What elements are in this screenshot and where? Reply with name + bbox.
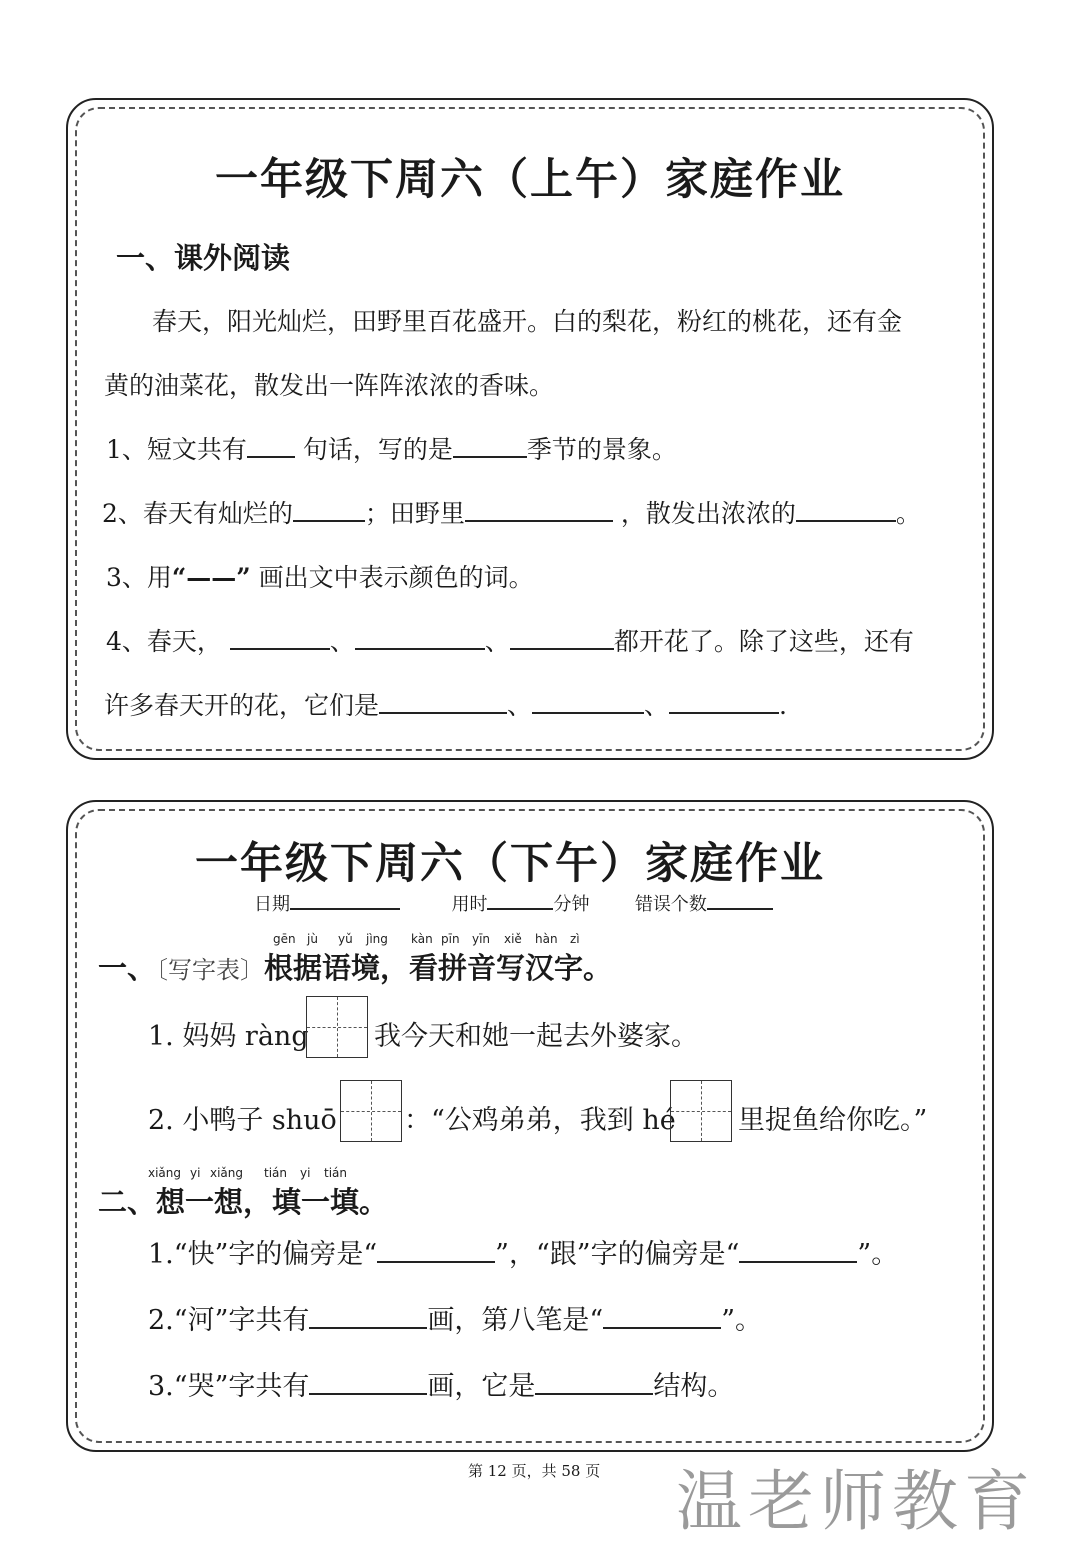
- question-4b-text-a: 许多春天开的花，它们是: [104, 691, 380, 720]
- section-heading-reading: 一、课外阅读: [116, 241, 291, 275]
- fill-question-1: [148, 1232, 898, 1271]
- page-number: 第 12 页，共 58 页: [468, 1462, 601, 1480]
- answer-blank[interactable]: [230, 624, 330, 650]
- pinyin: xiǎng: [148, 1166, 182, 1180]
- question-4-text-b: 都开花了。除了这些，还有: [613, 627, 914, 656]
- pinyin: jù: [307, 932, 318, 946]
- fill-question-2: [148, 1298, 762, 1337]
- pinyin: yi: [300, 1166, 311, 1180]
- fill-3-text-a: 3.“哭”字共有: [148, 1371, 310, 1402]
- pinyin: yīn: [472, 932, 491, 946]
- time-label: 用时: [451, 894, 488, 915]
- pinyin: tián: [324, 1166, 347, 1180]
- answer-blank[interactable]: [603, 1303, 721, 1329]
- answer-blank[interactable]: [669, 688, 779, 714]
- word-list-tag: 〔写字表〕: [156, 956, 265, 984]
- answer-blank[interactable]: [309, 1303, 427, 1329]
- minutes-label: 分钟: [553, 894, 590, 915]
- pinyin: hàn: [535, 932, 558, 946]
- page-title-afternoon: 一年级下周六（下午）家庭作业: [195, 839, 825, 889]
- question-1-text-c: 季节的景象。: [526, 435, 677, 464]
- separator: 、: [644, 691, 670, 720]
- pinyin-item-2-prefix: 2. 小鸭子 shuō: [148, 1105, 337, 1136]
- answer-blank[interactable]: [377, 1237, 495, 1263]
- question-2-text-c: ，散发出浓浓的: [620, 499, 796, 528]
- question-3: [106, 558, 534, 594]
- pinyin-item-1-suffix: 我今天和她一起去外婆家。: [374, 1021, 698, 1052]
- date-label: 日期: [254, 894, 290, 915]
- question-3-text-a: 3、用: [106, 563, 172, 592]
- separator: 、: [507, 691, 533, 720]
- separator: 、: [484, 627, 510, 656]
- question-1: [106, 430, 677, 466]
- question-3-text-c: 画出文中表示颜色的词。: [258, 563, 534, 592]
- fill-3-text-c: 结构。: [653, 1371, 735, 1402]
- date-field[interactable]: [290, 890, 400, 910]
- pinyin: pīn: [441, 932, 460, 946]
- pinyin: jìng: [366, 932, 388, 946]
- fill-2-text-a: 2.“河”字共有: [148, 1305, 310, 1336]
- fill-2-text-c: ”。: [721, 1305, 762, 1336]
- answer-blank[interactable]: [379, 688, 507, 714]
- question-1-text-a: 1、短文共有: [106, 435, 247, 464]
- pinyin: kàn: [411, 932, 433, 946]
- pinyin: tián: [264, 1166, 287, 1180]
- underline-symbol: “——”: [171, 563, 251, 592]
- pinyin: zì: [570, 932, 580, 946]
- pinyin-item-2-suffix: 里捉鱼给你吃。”: [738, 1105, 928, 1136]
- question-2: [102, 494, 921, 530]
- pinyin: yǔ: [338, 932, 353, 946]
- pinyin: xiě: [504, 932, 522, 946]
- section-heading-fill: 二、想一想，填一填。: [98, 1185, 389, 1219]
- fill-2-text-b: 画，第八笔是“: [427, 1305, 604, 1336]
- question-1-text-b: 句话，写的是: [302, 435, 453, 464]
- writing-grid[interactable]: [670, 1080, 732, 1142]
- answer-blank[interactable]: [293, 496, 365, 522]
- fill-question-3: [148, 1364, 734, 1403]
- fill-1-text-c: ”。: [857, 1239, 899, 1270]
- time-field[interactable]: [487, 890, 553, 910]
- writing-grid[interactable]: [306, 996, 368, 1058]
- passage-line-2: 黄的油菜花，散发出一阵阵浓浓的香味。: [104, 371, 555, 400]
- period: .: [779, 691, 787, 720]
- watermark-text: 温老师教育: [676, 1463, 1036, 1540]
- question-2-text-a: 2、春天有灿烂的: [102, 499, 293, 528]
- answer-blank[interactable]: [309, 1369, 427, 1395]
- answer-blank[interactable]: [739, 1237, 857, 1263]
- answer-blank[interactable]: [355, 624, 485, 650]
- fill-3-text-b: 画，它是: [427, 1371, 536, 1402]
- writing-grid[interactable]: [340, 1080, 402, 1142]
- pinyin: xiǎng: [210, 1166, 244, 1180]
- section-instruction: 根据语境，看拼音写汉字。: [264, 951, 613, 985]
- errors-label: 错误个数: [634, 894, 707, 915]
- errors-field[interactable]: [707, 890, 773, 910]
- page-title-morning: 一年级下周六（上午）家庭作业: [215, 155, 845, 205]
- question-4-continued: [104, 686, 787, 722]
- answer-blank[interactable]: [510, 624, 614, 650]
- question-2-text-d: 。: [895, 499, 921, 528]
- meta-row: [254, 890, 773, 916]
- answer-blank[interactable]: [535, 1369, 653, 1395]
- answer-blank[interactable]: [247, 432, 295, 458]
- pinyin: yi: [190, 1166, 201, 1180]
- question-4: [106, 622, 914, 658]
- pinyin: gēn: [273, 932, 296, 946]
- fill-1-text-b: ”，“跟”字的偏旁是“: [495, 1239, 740, 1270]
- section-number: 一、: [98, 951, 157, 985]
- fill-1-text-a: 1.“快”字的偏旁是“: [148, 1239, 378, 1270]
- answer-blank[interactable]: [796, 496, 896, 522]
- question-2-text-b: ；田野里: [364, 499, 465, 528]
- pinyin-item-1-prefix: 1. 妈妈 ràng: [148, 1021, 309, 1052]
- separator: 、: [329, 627, 355, 656]
- section-heading-pinyin: [98, 946, 612, 987]
- answer-blank[interactable]: [465, 496, 613, 522]
- answer-blank[interactable]: [453, 432, 527, 458]
- passage-line-1: 春天，阳光灿烂，田野里百花盛开。白的梨花，粉红的桃花，还有金: [152, 307, 903, 336]
- answer-blank[interactable]: [532, 688, 644, 714]
- pinyin-item-2-middle: ：“公鸡弟弟，我到 hé: [404, 1105, 676, 1136]
- question-4-text-a: 4、春天，: [106, 627, 222, 656]
